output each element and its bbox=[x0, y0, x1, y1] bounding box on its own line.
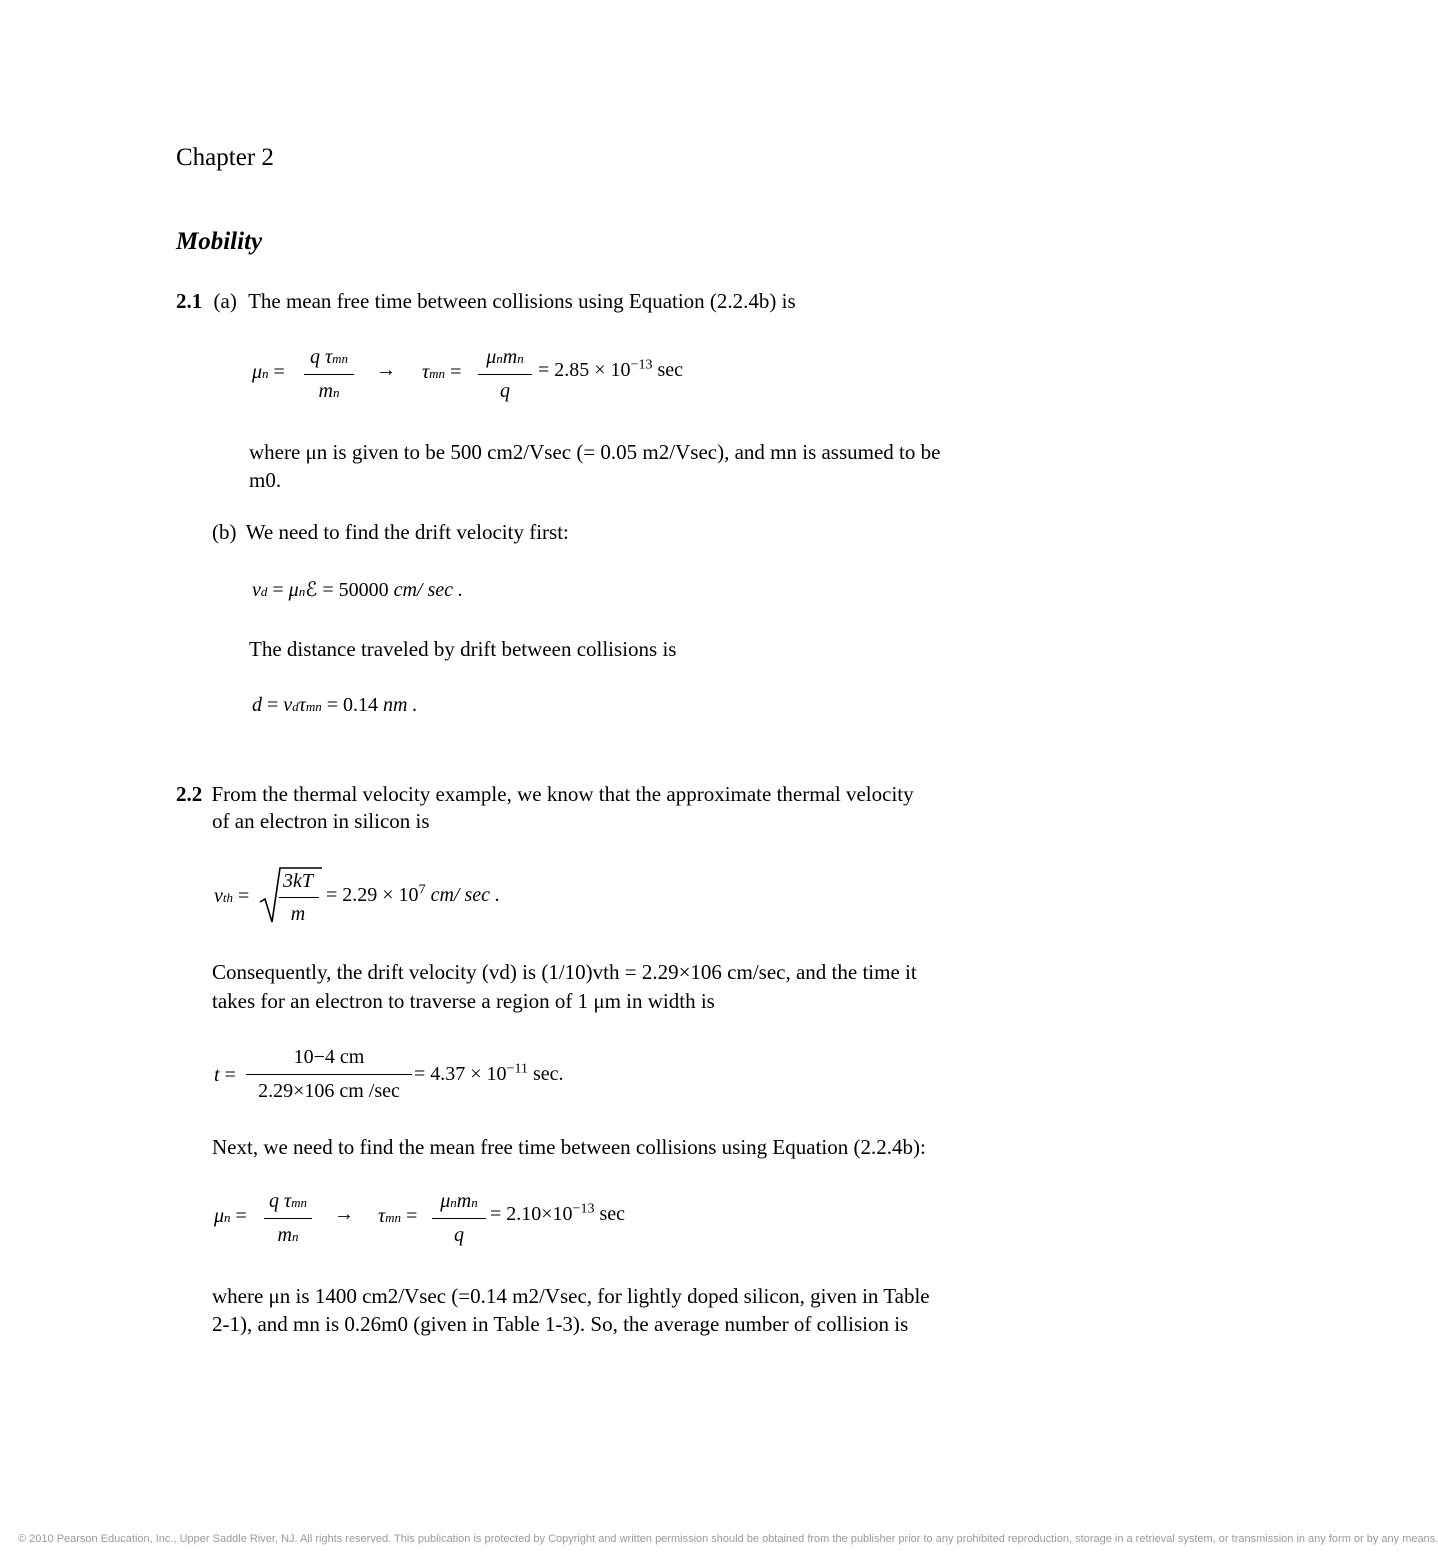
fraction-numerator: 3kT bbox=[283, 870, 313, 892]
unit: cm/ sec . bbox=[430, 884, 500, 906]
unit: sec. bbox=[532, 1063, 564, 1085]
problem-number: 2.2 bbox=[176, 782, 203, 806]
paragraph: where μn is given to be 500 cm2/Vsec (= 0.05 m2/Vsec), and mn is assumed to be bbox=[249, 440, 941, 464]
unit: cm/ sec . bbox=[393, 579, 464, 601]
chapter-title: Chapter 2 bbox=[176, 144, 274, 171]
problem-2-1-heading bbox=[176, 287, 796, 315]
exponent: −11 bbox=[506, 1061, 528, 1077]
fraction-numerator: 10−4 cm bbox=[293, 1046, 365, 1068]
paragraph: Consequently, the drift velocity (vd) is (1/10)vth = 2.29×106 cm/sec, and the time it bbox=[212, 960, 917, 984]
equation-result: = 2.10×10 bbox=[490, 1203, 573, 1225]
problem-2-2-heading bbox=[176, 780, 914, 808]
copyright-footer: © 2010 Pearson Education, Inc., Upper Saddle River, NJ. All rights reserved. This publication is protected by Copyright and written permission should be obtained from the publisher prior to any prohibited reproduction, storage in a retrieval system, or transmission in any form or by any means. bbox=[18, 1533, 1438, 1545]
equation-result: = 2.85 × 10 bbox=[538, 359, 631, 381]
exponent: −13 bbox=[630, 357, 653, 373]
paragraph: of an electron in silicon is bbox=[212, 809, 430, 833]
problem-number: 2.1 bbox=[176, 289, 203, 313]
equation-distance: d = vdτmn = 0.14 nm . bbox=[252, 694, 418, 716]
fraction-denominator: m bbox=[290, 903, 306, 925]
fraction-denominator: 2.29×106 cm /sec bbox=[258, 1080, 400, 1102]
paragraph: takes for an electron to traverse a region of 1 μm in width is bbox=[212, 989, 715, 1013]
unit: sec bbox=[599, 1203, 626, 1225]
paragraph: Next, we need to find the mean free time between collisions using Equation (2.2.4b): bbox=[212, 1135, 926, 1159]
problem-2-1-part-b bbox=[212, 518, 569, 546]
part-label: (b) bbox=[212, 520, 237, 544]
part-label: (a) bbox=[213, 289, 237, 313]
paragraph: From the thermal velocity example, we know that the approximate thermal velocity bbox=[211, 782, 914, 806]
paragraph: The distance traveled by drift between collisions is bbox=[249, 637, 677, 661]
section-title: Mobility bbox=[176, 228, 263, 255]
paragraph: m0. bbox=[249, 468, 282, 492]
exponent: 7 bbox=[418, 882, 426, 898]
part-b-text: We need to find the drift velocity first: bbox=[245, 520, 569, 544]
equation-result: = 4.37 × 10 bbox=[414, 1063, 507, 1085]
part-a-text: The mean free time between collisions using Equation (2.2.4b) is bbox=[248, 289, 796, 313]
unit: sec bbox=[657, 359, 684, 381]
paragraph: 2-1), and mn is 0.26m0 (given in Table 1-3). So, the average number of collision is bbox=[212, 1312, 909, 1336]
unit: nm . bbox=[383, 694, 418, 716]
equation-result: = 0.14 bbox=[326, 694, 379, 716]
equation-result: = 50000 bbox=[322, 579, 389, 601]
exponent: −13 bbox=[572, 1201, 595, 1217]
equation-drift-velocity: vd = μnℰ = 50000 cm/ sec . bbox=[252, 579, 464, 601]
paragraph: where μn is 1400 cm2/Vsec (=0.14 m2/Vsec, for lightly doped silicon, given in Table bbox=[212, 1284, 930, 1308]
equation-result: = 2.29 × 10 bbox=[326, 884, 419, 906]
